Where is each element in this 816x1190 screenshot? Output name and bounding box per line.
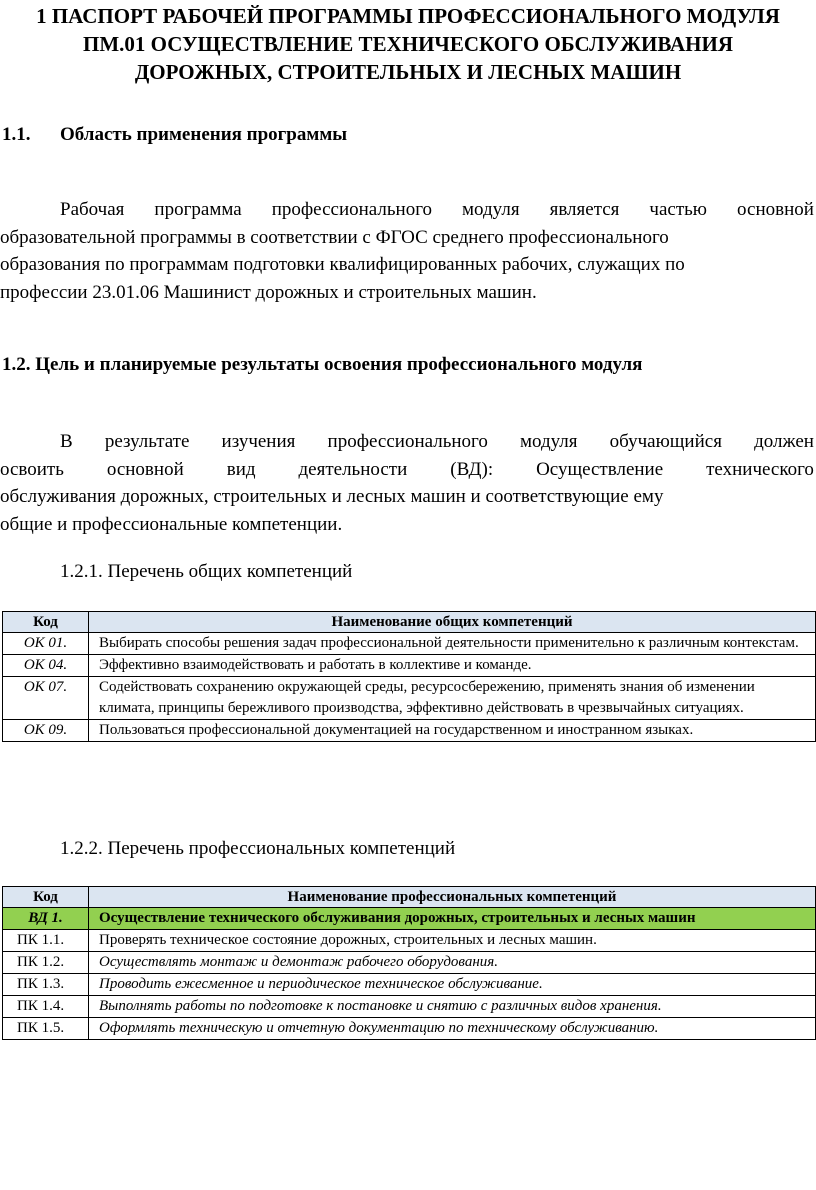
section-1-1-title: Область применения программы [60,124,348,145]
competency-code: ПК 1.1. [3,930,89,952]
competency-text: Проверять техническое состояние дорожных, строительных и лесных машин. [89,930,816,952]
table-row [3,996,816,1018]
competency-text: Оформлять техническую и отчетную документацию по техническому обслуживанию. [89,1018,816,1040]
table-row [3,720,816,742]
competency-text: Выполнять работы по подготовке к постановке и снятию с различных видов хранения. [89,996,816,1018]
competency-code: ПК 1.5. [3,1018,89,1040]
competency-text: Проводить ежесменное и периодическое техническое обслуживание. [89,974,816,996]
competency-text: Выбирать способы решения задач профессиональной деятельности применительно к различным контекстам. [89,633,816,655]
title-line-1: 1 ПАСПОРТ РАБОЧЕЙ ПРОГРАММЫ ПРОФЕССИОНАЛЬНОГО МОДУЛЯ [36,4,780,28]
header-name: Наименование общих компетенций [89,612,816,633]
table-header-row [3,887,816,908]
page-title [0,2,816,86]
competency-code: ОК 01. [3,633,89,655]
competency-code: ОК 09. [3,720,89,742]
table-row [3,1018,816,1040]
activity-text: Осуществление технического обслуживания дорожных, строительных и лесных машин [89,908,816,930]
section-1-2-paragraph [0,428,814,538]
table-row [3,677,816,720]
header-code: Код [3,887,89,908]
competency-code: ОК 04. [3,655,89,677]
paragraph-1-line-3: образования по программам подготовки квалифицированных рабочих, служащих по [0,254,685,275]
general-competencies-table [2,611,816,742]
general-competencies-subheading: 1.2.1. Перечень общих компетенций [60,561,353,582]
table-row [3,633,816,655]
paragraph-2-line-3: обслуживания дорожных, строительных и лесных машин и соответствующие ему [0,486,664,507]
paragraph-2-line-1: В результате изучения профессионального модуля обучающийся должен [60,431,814,452]
table-row [3,930,816,952]
table-header-row [3,612,816,633]
competency-code: ПК 1.3. [3,974,89,996]
competency-code: ОК 07. [3,677,89,720]
paragraph-2-line-4: общие и профессиональные компетенции. [0,513,343,535]
activity-row [3,908,816,930]
competency-text: Эффективно взаимодействовать и работать в коллективе и команде. [89,655,816,677]
professional-competencies-table [2,886,816,1040]
competency-text: Осуществлять монтаж и демонтаж рабочего оборудования. [89,952,816,974]
header-name: Наименование профессиональных компетенций [89,887,816,908]
competency-code: ПК 1.4. [3,996,89,1018]
professional-competencies-subheading: 1.2.2. Перечень профессиональных компетенций [60,838,456,859]
competency-code: ПК 1.2. [3,952,89,974]
section-1-2-heading: 1.2. Цель и планируемые результаты освоения профессионального модуля [2,354,643,375]
section-1-1-heading [2,124,347,146]
section-1-1-paragraph [0,196,814,306]
activity-code: ВД 1. [3,908,89,930]
header-code: Код [3,612,89,633]
title-line-2: ПМ.01 ОСУЩЕСТВЛЕНИЕ ТЕХНИЧЕСКОГО ОБСЛУЖИВАНИЯ [82,32,734,56]
paragraph-1-line-2: образовательной программы в соответствии с ФГОС среднего профессионального [0,226,669,248]
table-row [3,974,816,996]
paragraph-1-line-4: профессии 23.01.06 Машинист дорожных и строительных машин. [0,281,537,303]
table-row [3,655,816,677]
paragraph-2-line-2: освоить основной вид деятельности (ВД): Осуществление технического [0,458,814,480]
competency-text: Пользоваться профессиональной документацией на государственном и иностранном языках. [89,720,816,742]
section-1-1-number: 1.1. [2,124,31,145]
paragraph-1-line-1: Рабочая программа профессионального модуля является частью основной [60,199,814,220]
title-line-3: ДОРОЖНЫХ, СТРОИТЕЛЬНЫХ И ЛЕСНЫХ МАШИН [134,60,682,84]
table-row [3,952,816,974]
competency-text: Содействовать сохранению окружающей среды, ресурсосбережению, применять знания об изменении климата, принципы бережливого производства, эффективно действовать в чрезвычайных ситуациях. [89,677,816,720]
